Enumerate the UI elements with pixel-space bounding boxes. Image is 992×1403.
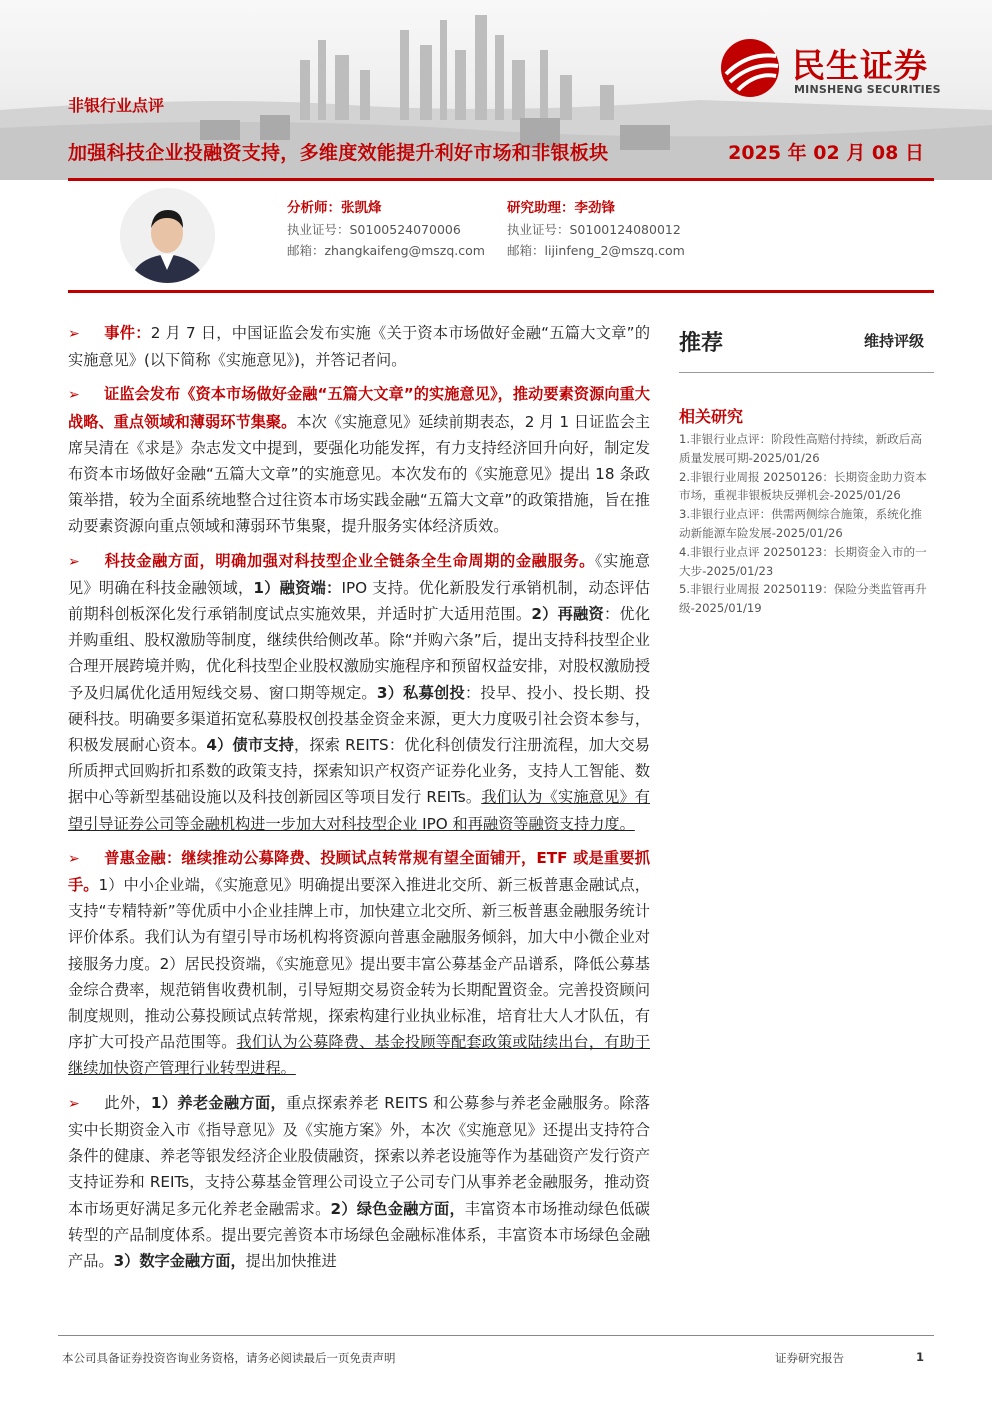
paragraph-inclusive-finance bbox=[68, 845, 650, 1082]
paragraph-event bbox=[68, 320, 650, 373]
rating: 推荐 bbox=[679, 331, 724, 356]
header-banner bbox=[0, 0, 992, 180]
minsheng-logo bbox=[718, 38, 968, 102]
related-item[interactable]: 4.非银行业点评 20250123：长期资金入市的一大步-2025/01/23 bbox=[679, 544, 927, 578]
related-research-title: 相关研究 bbox=[679, 407, 744, 426]
footer-disclaimer: 本公司具备证券投资咨询业务资格，请务必阅读最后一页免责声明 bbox=[62, 1351, 396, 1365]
analyst-1 bbox=[287, 198, 485, 261]
main-content bbox=[68, 320, 650, 1282]
tech-bold-3: 3）私募创投 bbox=[376, 683, 465, 702]
report-title: 加强科技企业投融资支持，多维度效能提升利好市场和非银板块 bbox=[68, 142, 609, 164]
bullet-arrow-icon: ➢ bbox=[68, 1095, 80, 1112]
event-text: 2 月 7 日，中国证监会发布实施《关于资本市场做好金融“五篇大文章”的实施意见》(以下简称《实施意见》)，并答记者问。 bbox=[68, 324, 651, 370]
related-item[interactable]: 5.非银行业周报 20250119：保险分类监管再升级-2025/01/19 bbox=[679, 582, 927, 616]
footer-divider bbox=[58, 1335, 934, 1336]
bullet-arrow-icon: ➢ bbox=[68, 850, 80, 867]
related-item[interactable]: 2.非银行业周报 20250126：长期资金助力资本市场，重视非银板块反弹机会-2025/01/26 bbox=[679, 469, 927, 503]
footer-page-number: 1 bbox=[916, 1350, 925, 1364]
paragraph-csrc bbox=[68, 381, 650, 539]
other-text-2: 丰富资本市场推动绿色低碳转型的产品制度体系。提出要完善资本市场绿色金融标准体系，丰富资本市场绿色金融产品。 bbox=[68, 1199, 650, 1270]
report-category: 非银行业点评 bbox=[68, 96, 165, 115]
analyst-1-email: 邮箱：zhangkaifeng@mszq.com bbox=[287, 243, 485, 258]
paragraph-other bbox=[68, 1090, 650, 1274]
tech-bold-4: 4）债市支持 bbox=[206, 736, 294, 755]
bullet-arrow-icon: ➢ bbox=[68, 553, 80, 570]
other-text-1: 重点探索养老 REITS 和公募参与养老金融服务。除落实中长期资金入市《指导意见》及《实施方案》外，本次《实施意见》还提出支持符合条件的健康、养老等银发经济企业股债融资，探索以养老设施等作为基础资产发行资产支持证券和 REITs，支持公募基金管理公司设立子公司专门从事养老金融服务，推动资本市场更好满足多元化养老金融需求。 bbox=[68, 1093, 650, 1218]
other-text-0: 此外， bbox=[104, 1093, 151, 1112]
analyst-1-cert: 执业证号：S0100524070006 bbox=[287, 222, 461, 237]
other-text-3: 提出加快推进 bbox=[245, 1251, 337, 1270]
event-lead: 事件： bbox=[104, 324, 151, 342]
tech-conclusion: 我们认为《实施意见》有望引导证券公司等金融机构进一步加大对科技型企业 IPO 和再融资等融资支持力度。 bbox=[68, 788, 650, 833]
analyst-avatar bbox=[120, 188, 215, 283]
analyst-1-name: 分析师：张凯烽 bbox=[287, 200, 382, 216]
bullet-arrow-icon: ➢ bbox=[68, 326, 80, 342]
analyst-2-cert: 执业证号：S0100124080012 bbox=[507, 222, 681, 237]
logo-chinese-name: 民生证券 bbox=[792, 46, 928, 85]
other-bold-2: 2）绿色金融方面， bbox=[330, 1199, 465, 1218]
analyst-divider bbox=[68, 290, 934, 293]
minsheng-logo-icon bbox=[718, 38, 786, 98]
inclusive-conclusion: 我们认为公募降费、基金投顾等配套政策或陆续出台，有助于继续加快资产管理行业转型进程。 bbox=[68, 1033, 651, 1078]
related-research-list bbox=[679, 430, 929, 618]
paragraph-tech-finance bbox=[68, 548, 650, 837]
analyst-2-name: 研究助理：李劲锋 bbox=[507, 200, 615, 216]
tech-text-3: ：优化并购重组、股权激励等制度，继续供给侧改革。除“并购六条”后，提出支持科技型企业合理开展跨境并购，优化科技型企业股权激励实施程序和预留权益安排，对股权激励授予及归属优化适用短线交易、窗口期等规定。 bbox=[68, 605, 651, 702]
footer-report-type: 证券研究报告 bbox=[775, 1351, 844, 1365]
sidebar-divider bbox=[679, 372, 934, 373]
tech-bold-2: 2）再融资 bbox=[531, 605, 604, 624]
other-bold-1: 1）养老金融方面， bbox=[150, 1093, 286, 1112]
related-item[interactable]: 3.非银行业点评：供需两侧综合施策，系统化推动新能源车险发展-2025/01/26 bbox=[679, 507, 922, 540]
tech-text-1: 《实施意见》明确在科技金融领域， bbox=[68, 551, 651, 597]
bullet-arrow-icon: ➢ bbox=[68, 387, 80, 404]
related-item[interactable]: 1.非银行业点评：阶段性高赔付持续，新政后高质量发展可期-2025/01/26 bbox=[679, 432, 922, 465]
inclusive-lead: 普惠金融：继续推动公募降费、投顾试点转常规有望全面铺开，ETF 或是重要抓手。 bbox=[68, 848, 650, 895]
other-bold-3: 3）数字金融方面， bbox=[113, 1251, 246, 1270]
rating-note: 维持评级 bbox=[863, 332, 924, 350]
header-divider bbox=[68, 178, 934, 181]
analyst-2-email: 邮箱：lijinfeng_2@mszq.com bbox=[507, 243, 685, 258]
tech-bold-1: 1）融资端： bbox=[253, 578, 342, 597]
report-date: 2025 年 02 月 08 日 bbox=[728, 142, 924, 164]
analyst-2 bbox=[507, 198, 685, 261]
inclusive-text: 1）中小企业端，《实施意见》明确提出要深入推进北交所、新三板普惠金融试点，支持“专精特新”等优质中小企业挂牌上市，加快建立北交所、新三板普惠金融服务统计评价体系。我们认为有望引导市场机构将资源向普惠金融服务倾斜，加大中小微企业对接服务力度。2）居民投资端，《实施意见》提出要丰富公募基金产品谱系，降低公募基金综合费率，规范销售收费机制，引导短期交易资金转为长期配置资金。完善投资顾问制度规则，推动公募投顾试点转常规，探索构建行业执业标准，培育壮大人才队伍，有序扩大可投产品范围等。 bbox=[68, 876, 650, 1052]
analyst-photo-icon bbox=[120, 188, 215, 283]
logo-english-name: MINSHENG SECURITIES bbox=[794, 83, 941, 96]
tech-text-4: ：投早、投小、投长期、投硬科技。明确要多渠道拓宽私募股权创投基金资金来源，更大力度吸引社会资本参与，积极发展耐心资本。 bbox=[68, 683, 651, 755]
csrc-text: 本次《实施意见》延续前期表态，2 月 1 日证监会主席吴清在《求是》杂志发文中提到，要强化功能发挥，有力支持经济回升向好，制定发布资本市场做好金融“五篇大文章”的实施意见。本次发布的《实施意见》提出 18 条政策举措，较为全面系统地整合过往资本市场实践金融“五篇大文章”的政策措施，旨在推动要素资源向重点领域和薄弱环节集聚，提升服务实体经济质效。 bbox=[68, 412, 651, 536]
tech-text-2: IPO 支持。优化新股发行承销机制，动态评估前期科创板深化发行承销制度试点实施效果，并适时扩大适用范围。 bbox=[68, 578, 650, 624]
tech-text-5: ，探索 REITS：优化科创债发行注册流程，加大交易所质押式回购折扣系数的政策支持，探索知识产权资产证券化业务，支持人工智能、数据中心等新型基础设施以及科技创新园区等项目发行 REITs。 bbox=[68, 736, 650, 807]
csrc-lead: 证监会发布《资本市场做好金融“五篇大文章”的实施意见》，推动要素资源向重大战略、重点领域和薄弱环节集聚。 bbox=[68, 385, 650, 431]
tech-lead: 科技金融方面，明确加强对科技型企业全链条全生命周期的金融服务。 bbox=[104, 551, 595, 570]
